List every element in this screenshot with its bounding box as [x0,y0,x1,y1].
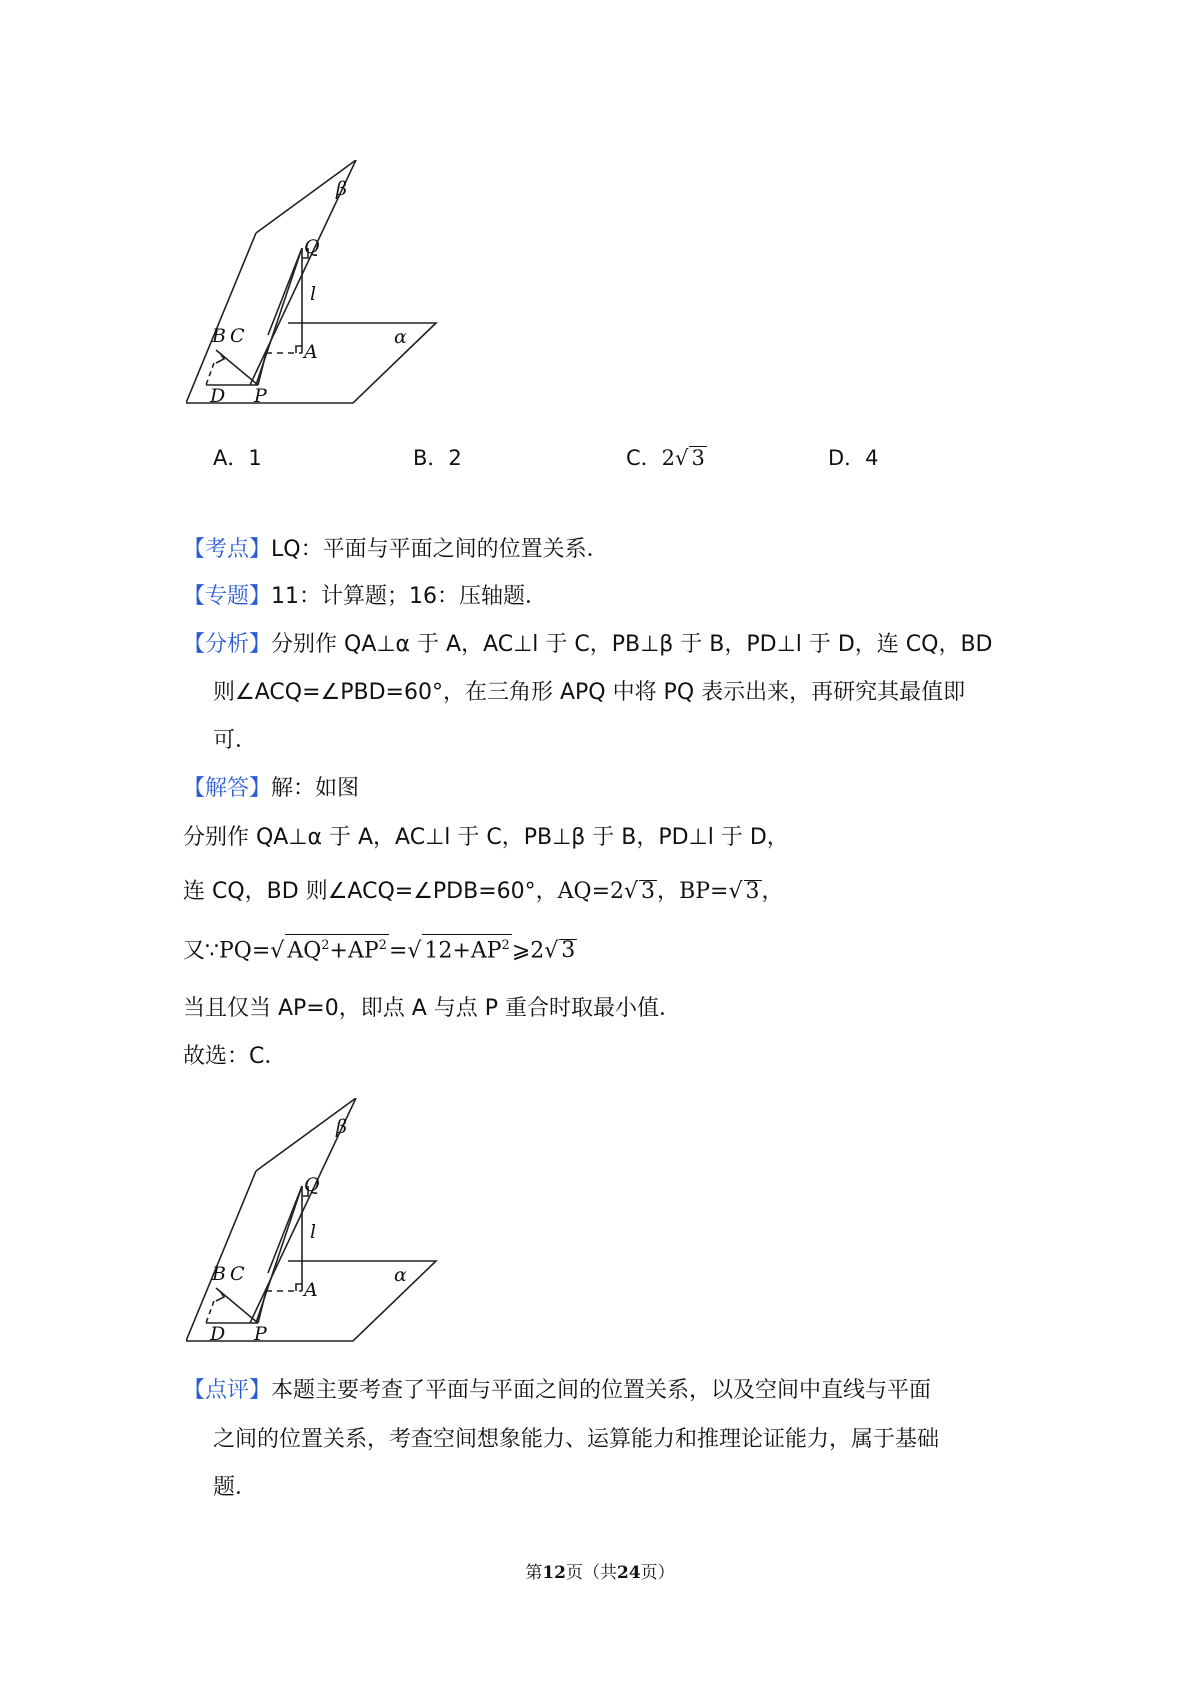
right-angle-mark-A [296,346,302,353]
dihedral-diagram [186,160,446,420]
pq-radical-2: $12+AP^2$ [422,934,511,962]
jieda-line3: 又∵PQ=√ $AQ^2+AP^2=√$ $12+AP^2⩾2√$ 3 [183,934,577,967]
bp-prefix: BP= [679,879,729,904]
segment-BD-dashed [206,363,214,385]
ge-radicand: 3 [561,938,576,964]
fenxi-text-1: 分别作 QA⊥α 于 A，AC⊥l 于 C，PB⊥β 于 B，PD⊥l 于 D，连 CQ，BD [271,632,993,657]
end-comma: ， [761,879,784,904]
label-P: P [254,385,267,407]
zhuanti-text: 11：计算题；16：压轴题． [271,584,548,609]
option-d[interactable]: D．4 [828,446,879,470]
plane-beta-left-edge [186,1171,256,1341]
label-Q: Q [304,1174,320,1196]
kaodian-line [183,534,609,566]
geometry-figure-top [186,160,446,420]
answer-options [213,442,1013,478]
aq-radicand: 3 [641,879,656,904]
jieda-text: 解：如图 [271,776,360,801]
kaodian-tag: 【考点】 [183,537,272,562]
geometry-figure-bottom [186,1098,446,1358]
total-pages-number: 24 [617,1563,641,1583]
option-a[interactable]: A．1 [213,446,262,470]
jieda-line [183,773,359,805]
right-angle-mark-B [216,353,224,363]
option-c-radicand: 3 [691,446,705,470]
label-D: D [210,1323,226,1345]
dianping-line2: 之间的位置关系，考查空间想象能力、运算能力和推理论证能力，属于基础 [213,1427,940,1452]
zhuanti-line [183,581,547,613]
label-A: A [304,1279,318,1301]
option-c[interactable]: C．2√ 3 [626,446,705,470]
because-prefix: 又∵ [183,938,219,964]
fenxi-tag: 【分析】 [183,632,272,657]
label-l: l [310,1221,317,1243]
label-Q: Q [304,236,320,258]
label-beta: β [336,1116,347,1138]
fenxi-line3: 可． [213,728,258,753]
label-P: P [254,1323,267,1345]
bp-radicand: 3 [745,879,760,904]
label-alpha: α [394,326,407,348]
label-C: C [230,1263,245,1285]
fenxi-line1 [183,629,992,661]
page-footer: 第12页（共24页） [525,1563,675,1583]
fenxi-line2: 则∠ACQ=∠PBD=60°，在三角形 APQ 中将 PQ 表示出来，再研究其最值即 [213,680,966,705]
segment-BD-dashed [206,1301,214,1323]
jieda-line2-text: 连 CQ，BD 则∠ACQ=∠PDB=60°， [183,879,558,904]
pq-prefix: PQ= [219,938,271,964]
kaodian-text: LQ：平面与平面之间的位置关系． [271,537,609,562]
jieda-tag: 【解答】 [183,776,272,801]
label-C: C [230,325,245,347]
current-page-number: 12 [542,1563,566,1583]
sep-comma: ， [657,879,680,904]
label-B: B [212,1263,226,1285]
ge-sign: ⩾2 [511,938,545,964]
pq-eq: = [388,938,408,964]
option-c-coef: 2 [661,446,676,470]
option-b[interactable]: B．2 [413,446,462,470]
option-c-prefix: C． [626,446,662,470]
zhuanti-tag: 【专题】 [183,584,272,609]
label-A: A [304,341,318,363]
jieda-line5: 故选：C． [183,1044,287,1069]
label-alpha: α [394,1264,407,1286]
dianping-line3: 题． [213,1475,258,1500]
label-B: B [212,325,226,347]
label-l: l [310,283,317,305]
label-beta: β [336,178,347,200]
dianping-line1 [183,1375,931,1407]
plane-beta-left-edge [186,233,256,403]
aq-prefix: AQ=2 [557,879,625,904]
jieda-line1: 分别作 QA⊥α 于 A，AC⊥l 于 C，PB⊥β 于 B，PD⊥l 于 D， [183,825,789,850]
label-D: D [210,385,226,407]
dihedral-diagram-2 [186,1098,446,1358]
dianping-text-1: 本题主要考查了平面与平面之间的位置关系，以及空间中直线与平面 [271,1378,932,1403]
jieda-line2: 连 CQ，BD 则∠ACQ=∠PDB=60°，AQ=2√ 3，BP=√ 3， [183,879,784,904]
right-angle-mark-A [296,1284,302,1291]
dianping-tag: 【点评】 [183,1378,272,1403]
pq-radical-1: $AQ^2+AP^2$ [285,934,389,962]
right-angle-mark-B [216,1291,224,1301]
jieda-line4: 当且仅当 AP=0，即点 A 与点 P 重合时取最小值． [183,996,682,1021]
